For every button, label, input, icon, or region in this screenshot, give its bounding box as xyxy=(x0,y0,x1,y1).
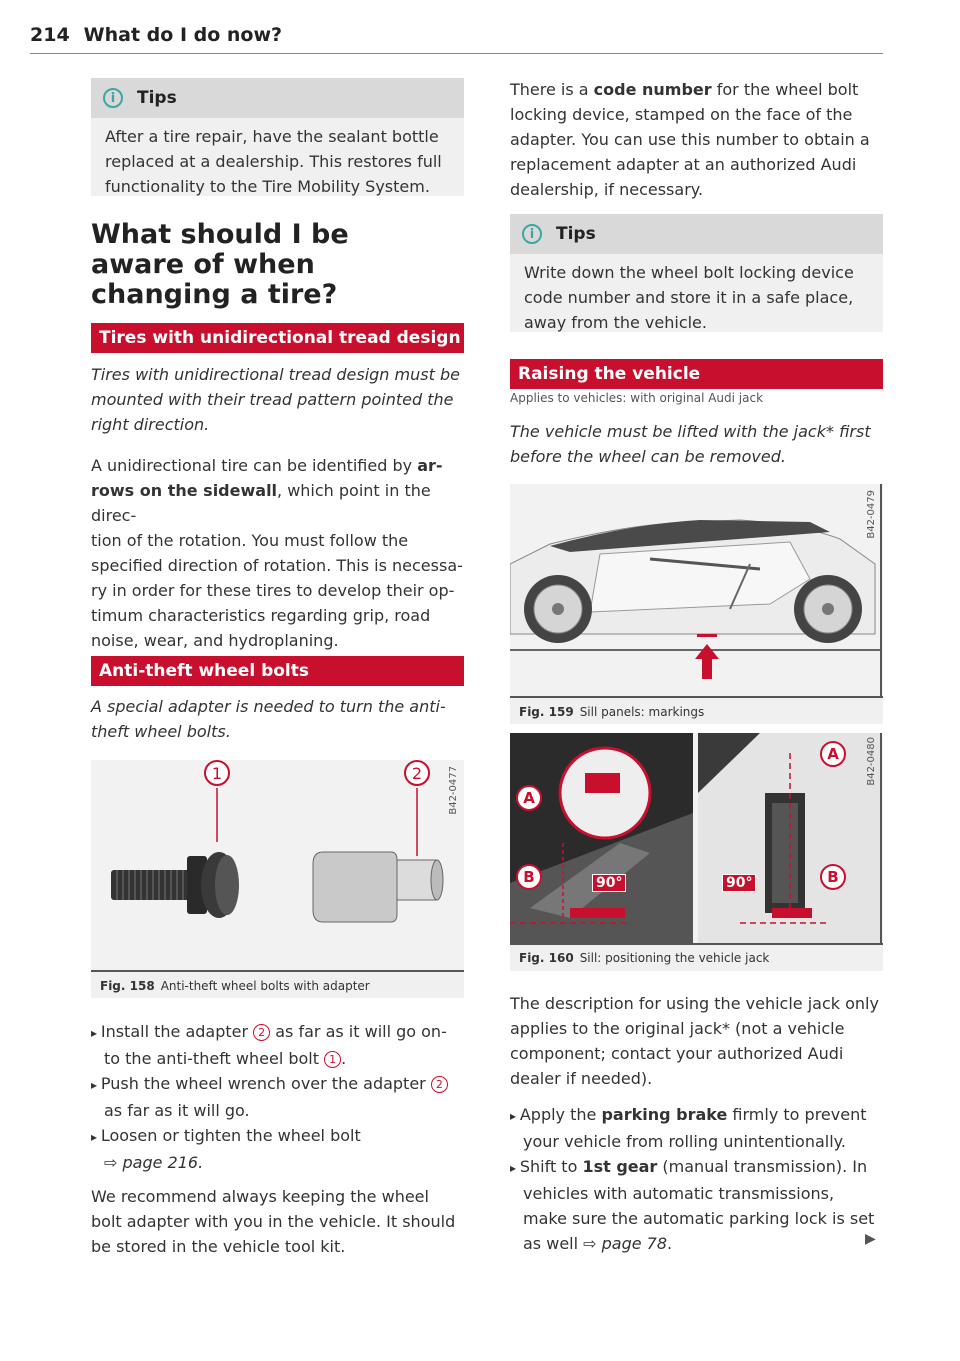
text-line: replacement adapter at an authorized Audi xyxy=(510,155,857,174)
text-line: component; contact your authorized Audi xyxy=(510,1044,844,1063)
caption-number: Fig. 158 xyxy=(100,979,155,993)
text-line: tion of the rotation. You must follow the xyxy=(91,531,409,550)
text-line: as far as it will go. xyxy=(104,1101,250,1120)
caption-number: Fig. 159 xyxy=(519,705,574,719)
text-line: ry in order for these tires to develop their op- xyxy=(91,581,455,600)
tip-box-code xyxy=(510,214,883,332)
figure-code: B42-0477 xyxy=(448,766,459,815)
page-number: 214 xyxy=(30,24,70,46)
text-line: adapter. You can use this number to obtain a xyxy=(510,130,870,149)
figure-caption xyxy=(519,705,704,719)
page-ref-link[interactable]: ⇨ page 216. xyxy=(104,1153,204,1172)
callout-ref: 2 xyxy=(253,1024,270,1041)
tip-body xyxy=(510,254,883,343)
callout-1: 1 xyxy=(204,760,230,786)
callout-b-right: B xyxy=(820,864,846,890)
heading-antitheft: Anti-theft wheel bolts xyxy=(91,656,464,686)
text-line: The description for using the vehicle jack only xyxy=(510,994,879,1013)
tip-line: replaced at a dealership. This restores full xyxy=(105,152,442,171)
text-line: noise, wear, and hydroplaning. xyxy=(91,631,339,650)
page-header xyxy=(30,24,282,46)
figure-caption xyxy=(519,951,769,965)
jack-description xyxy=(510,991,890,1091)
figure-code: B42-0480 xyxy=(866,737,877,786)
list-item: ▸ Loosen or tighten the wheel bolt xyxy=(91,1123,471,1150)
callout-2: 2 xyxy=(404,760,430,786)
text-line: locking device, stamped on the face of the xyxy=(510,105,853,124)
text-line: right direction. xyxy=(91,415,210,434)
heading-unidirectional: Tires with unidirectional tread design xyxy=(91,323,464,353)
tip-header xyxy=(510,214,883,254)
tip-body xyxy=(91,118,464,207)
car-sill-illustration xyxy=(510,484,883,698)
text-line: before the wheel can be removed. xyxy=(510,447,786,466)
raising-steps xyxy=(510,1102,890,1256)
text-line: specified direction of rotation. This is necessa- xyxy=(91,556,463,575)
caption-text: Anti-theft wheel bolts with adapter xyxy=(160,979,370,993)
applies-to: Applies to vehicles: with original Audi jack xyxy=(510,391,764,405)
tip-header xyxy=(91,78,464,118)
text-line: bolt adapter with you in the vehicle. It should xyxy=(91,1212,456,1231)
callout-b-left: B xyxy=(516,864,542,890)
section-title-line: aware of when xyxy=(91,249,315,280)
antitheft-steps xyxy=(91,1019,471,1175)
list-item: ▸ Apply the parking brake firmly to prevent xyxy=(510,1102,890,1129)
text-line: mounted with their tread pattern pointed the xyxy=(91,390,454,409)
figure-158 xyxy=(91,760,464,998)
list-item: ▸ Push the wheel wrench over the adapter 2 xyxy=(91,1071,471,1098)
unidirectional-intro xyxy=(91,362,471,437)
tip-line: away from the vehicle. xyxy=(524,313,707,332)
text-line: dealer if needed). xyxy=(510,1069,653,1088)
tip-box-sealant xyxy=(91,78,464,196)
figure-159 xyxy=(510,484,883,724)
page-ref-link[interactable]: ⇨ page 78 xyxy=(583,1234,668,1253)
adapter-note xyxy=(91,1184,471,1259)
text-line: dealership, if necessary. xyxy=(510,180,704,199)
continue-arrow-icon: ▶ xyxy=(865,1231,876,1247)
chapter-title: What do I do now? xyxy=(83,24,283,46)
code-number-paragraph xyxy=(510,77,890,202)
text-line: There is a code number for the wheel bolt xyxy=(510,80,859,99)
text-line: We recommend always keeping the wheel xyxy=(91,1187,429,1206)
section-title-line: What should I be xyxy=(91,219,349,250)
antitheft-bolts-illustration xyxy=(91,760,464,972)
figure-caption xyxy=(100,979,370,993)
info-icon: i xyxy=(522,224,542,244)
text-line: A special adapter is needed to turn the anti- xyxy=(91,697,446,716)
text-line: your vehicle from rolling unintentionally. xyxy=(523,1132,846,1151)
text-line: Tires with unidirectional tread design must be xyxy=(91,365,460,384)
text-line: applies to the original jack* (not a vehicle xyxy=(510,1019,845,1038)
callout-ref: 1 xyxy=(324,1051,341,1068)
text-line: as well ⇨ page 78. xyxy=(523,1234,673,1253)
text-line: A unidirectional tire can be identified by ar- xyxy=(91,456,443,475)
list-item: ▸ Shift to 1st gear (manual transmission). In xyxy=(510,1154,890,1181)
text-line: theft wheel bolts. xyxy=(91,722,231,741)
tip-line: code number and store it in a safe place, xyxy=(524,288,854,307)
text-line: timum characteristics regarding grip, road xyxy=(91,606,431,625)
list-item: ▸ Install the adapter 2 as far as it will go on- xyxy=(91,1019,471,1046)
caption-text: Sill panels: markings xyxy=(579,705,705,719)
section-title xyxy=(91,220,471,310)
text-line: vehicles with automatic transmissions, xyxy=(523,1184,835,1203)
text-line: make sure the automatic parking lock is set xyxy=(523,1209,875,1228)
text-line: to the anti-theft wheel bolt 1 . xyxy=(104,1049,347,1068)
header-rule xyxy=(30,53,883,54)
tip-title: Tips xyxy=(556,224,596,244)
text-line: The vehicle must be lifted with the jack* first xyxy=(510,422,871,441)
caption-text: Sill: positioning the vehicle jack xyxy=(579,951,770,965)
figure-code: B42-0479 xyxy=(866,490,877,539)
tip-line: Write down the wheel bolt locking device xyxy=(524,263,854,282)
info-icon: i xyxy=(103,88,123,108)
raising-intro xyxy=(510,419,890,469)
callout-ref: 2 xyxy=(431,1076,448,1093)
callout-a-right: A xyxy=(820,741,846,767)
text-line: be stored in the vehicle tool kit. xyxy=(91,1237,346,1256)
text-line: rows on the sidewall, which point in the direc- xyxy=(91,481,431,525)
caption-number: Fig. 160 xyxy=(519,951,574,965)
heading-raising: Raising the vehicle xyxy=(510,359,883,389)
tip-line: After a tire repair, have the sealant bottle xyxy=(105,127,439,146)
callout-a-left: A xyxy=(516,785,542,811)
angle-label-right: 90° xyxy=(722,874,756,892)
figure-160 xyxy=(510,733,883,971)
unidirectional-paragraph xyxy=(91,453,471,653)
tip-title: Tips xyxy=(137,88,177,108)
section-title-line: changing a tire? xyxy=(91,279,338,310)
antitheft-intro xyxy=(91,694,471,744)
angle-label-left: 90° xyxy=(592,874,626,892)
tip-line: functionality to the Tire Mobility System. xyxy=(105,177,430,196)
